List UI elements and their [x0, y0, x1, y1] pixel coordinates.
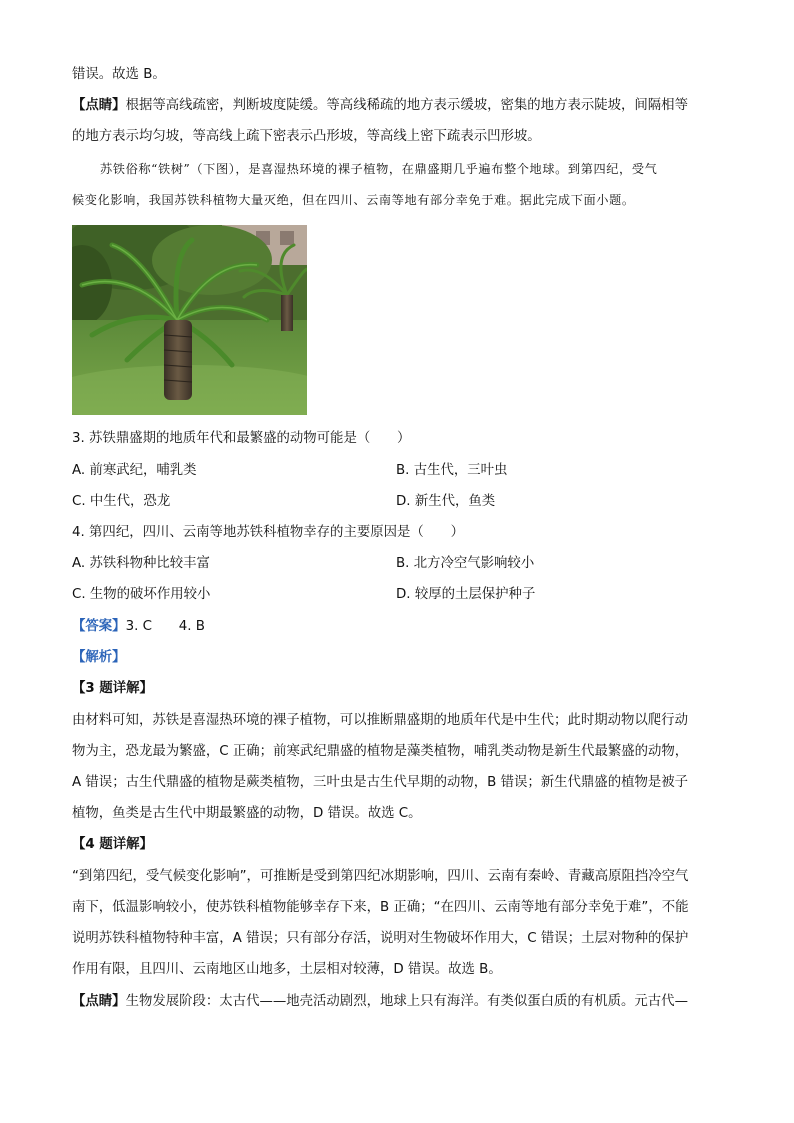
tip-tag: 【点睛】 — [72, 98, 126, 113]
q4-detail-line: “到第四纪，受气候变化影响”，可推断是受到第四纪冰期影响，四川、云南有秦岭、青藏高原阻挡冷空气 — [72, 869, 689, 884]
final-tip-text: 生物发展阶段：太古代——地壳活动剧烈，地球上只有海洋。有类似蛋白质的有机质。元古代— — [125, 994, 688, 1009]
q3-option-d: D. 新生代，鱼类 — [396, 494, 496, 509]
q4-detail-line: 说明苏铁科植物特种丰富，A 错误；只有部分存活，说明对生物破坏作用大，C 错误；土层对物种的保护 — [72, 931, 689, 946]
material-intro-line: 候变化影响，我国苏铁科植物大量灭绝，但在四川、云南等地有部分幸免于难。据此完成下面小题。 — [72, 193, 635, 207]
q4-option-b: B. 北方冷空气影响较小 — [396, 556, 535, 571]
question-3-stem: 3. 苏铁鼎盛期的地质年代和最繁盛的动物可能是（ ） — [72, 431, 411, 446]
final-tip-tag: 【点睛】 — [72, 994, 126, 1009]
q3-detail-line: 植物，鱼类是古生代中期最繁盛的动物，D 错误。故选 C。 — [72, 806, 422, 821]
final-tip-line — [72, 993, 688, 1011]
answer-tag: 【答案】 — [72, 619, 126, 634]
q4-option-c: C. 生物的破坏作用较小 — [72, 587, 211, 602]
analysis-tag: 【解析】 — [72, 650, 126, 665]
q3-detail-line: 物为主，恐龙最为繁盛，C 正确；前寒武纪鼎盛的植物是藻类植物，哺乳类动物是新生代最繁盛的动物， — [72, 744, 689, 759]
q4-detail-line: 作用有限，且四川、云南地区山地多，土层相对较薄，D 错误。故选 B。 — [72, 962, 502, 977]
material-intro-line: 苏铁俗称“铁树”（下图），是喜湿热环境的裸子植物，在鼎盛期几乎遍布整个地球。到第四纪，受气 — [100, 162, 658, 176]
tip-paragraph-line — [72, 97, 688, 115]
q4-detail-line: 南下，低温影响较小，使苏铁科植物能够幸存下来，B 正确；“在四川、云南等地有部分幸免于难”，不能 — [72, 900, 689, 915]
answer-line — [72, 618, 205, 636]
text-line: 错误。故选 B。 — [72, 67, 166, 82]
question-4-stem: 4. 第四纪，四川、云南等地苏铁科植物幸存的主要原因是（ ） — [72, 525, 464, 540]
q3-detail-line: 由材料可知，苏铁是喜湿热环境的裸子植物，可以推断鼎盛期的地质年代是中生代；此时期动物以爬行动 — [72, 713, 688, 728]
q4-detail-title: 【4 题详解】 — [72, 837, 153, 852]
tip-text: 根据等高线疏密，判断坡度陡缓。等高线稀疏的地方表示缓坡，密集的地方表示陡坡，间隔相等 — [125, 98, 688, 113]
q4-option-d: D. 较厚的土层保护种子 — [396, 587, 536, 602]
q4-option-a: A. 苏铁科物种比较丰富 — [72, 556, 210, 571]
q3-option-b: B. 古生代，三叶虫 — [396, 463, 508, 478]
q3-detail-title: 【3 题详解】 — [72, 681, 153, 696]
tip-paragraph-line: 的地方表示均匀坡，等高线上疏下密表示凸形坡，等高线上密下疏表示凹形坡。 — [72, 129, 541, 144]
answer-text: 3. C 4. B — [125, 619, 205, 634]
cycad-photo — [72, 225, 307, 415]
q3-option-a: A. 前寒武纪，哺乳类 — [72, 463, 197, 478]
q3-detail-line: A 错误；古生代鼎盛的植物是蕨类植物，三叶虫是古生代早期的动物，B 错误；新生代鼎盛的植物是被子 — [72, 775, 689, 790]
q3-option-c: C. 中生代，恐龙 — [72, 494, 171, 509]
